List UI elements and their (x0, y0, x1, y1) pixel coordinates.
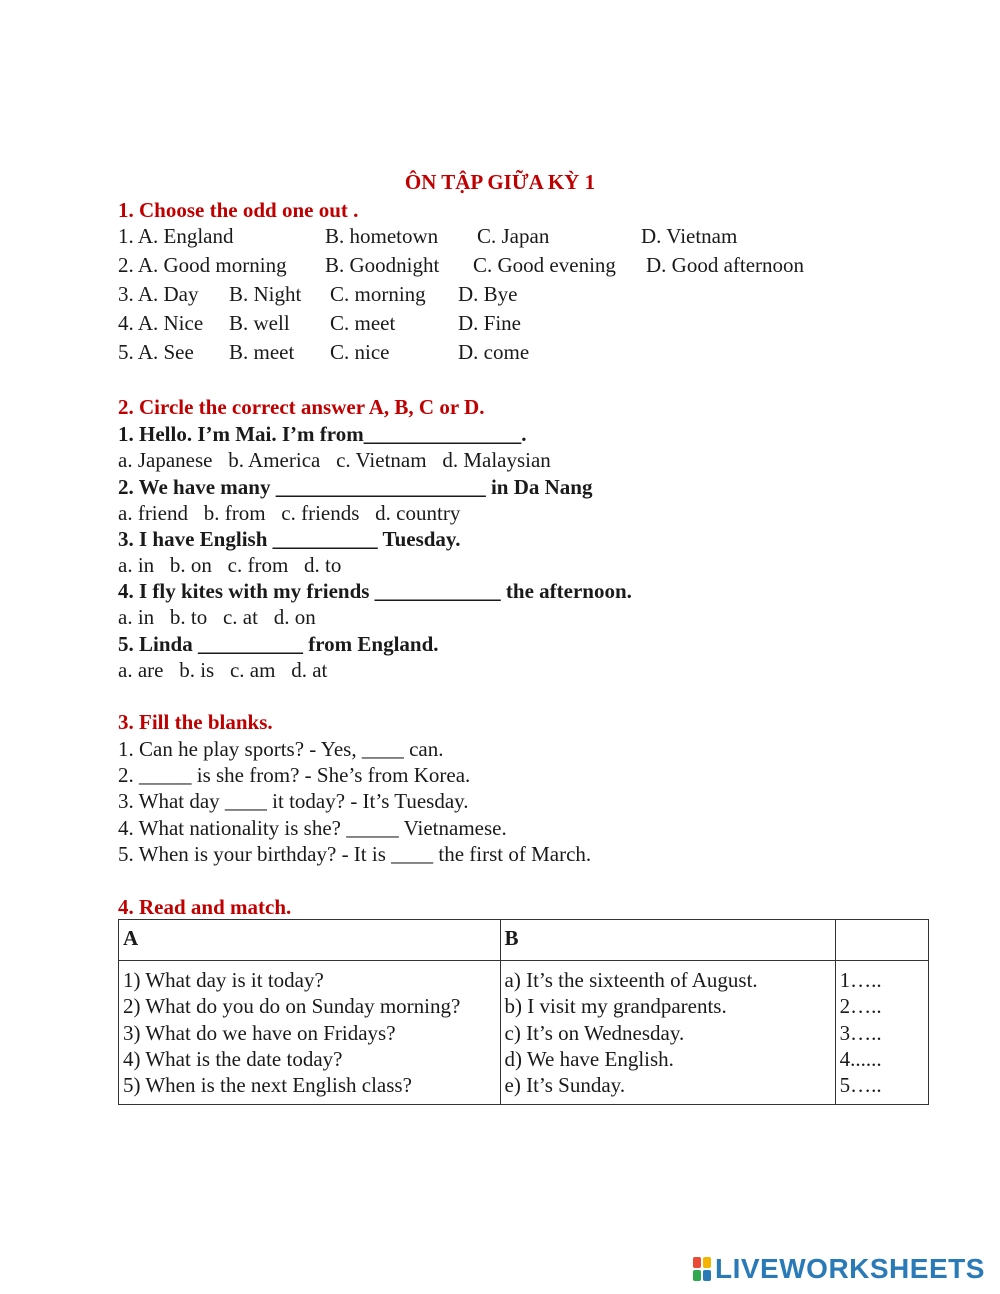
question-item: 4) What is the date today? (123, 1046, 343, 1071)
liveworksheets-logo-icon (692, 1256, 712, 1282)
question-text: 5. Linda __________ from England. (118, 632, 439, 656)
answer-blank[interactable]: 2….. (839, 994, 882, 1019)
answer-options: a. friend b. from c. friends d. country (118, 501, 461, 525)
option-a: 5. A. See (118, 340, 194, 364)
logo-square-icon (703, 1257, 711, 1268)
page-title: ÔN TẬP GIỮA KỲ 1 (404, 170, 596, 194)
column-b (500, 961, 835, 1105)
section3-heading: 3. Fill the blanks. (118, 710, 273, 734)
fill-blank-item: 2. _____ is she from? - She’s from Korea. (118, 763, 471, 787)
response-item: e) It’s Sunday. (504, 1073, 626, 1098)
column-answer-header (835, 920, 928, 961)
odd-one-question (118, 282, 878, 306)
column-a (119, 961, 501, 1105)
odd-one-question (118, 340, 878, 364)
question-item: 2) What do you do on Sunday morning? (123, 994, 461, 1019)
question-text: 2. We have many ____________________ in Da Nang (118, 475, 593, 499)
liveworksheets-logo (692, 1253, 985, 1285)
option-d: D. come (458, 340, 530, 364)
answer-options: a. in b. on c. from d. to (118, 553, 342, 577)
section2-heading: 2. Circle the correct answer A, B, C or D. (118, 395, 485, 419)
option-b: B. Goodnight (325, 253, 440, 277)
odd-one-question (118, 253, 878, 277)
fill-blank-item: 1. Can he play sports? - Yes, ____ can. (118, 737, 444, 761)
match-table (118, 919, 929, 1105)
section1-heading: 1. Choose the odd one out . (118, 198, 359, 222)
logo-square-icon (703, 1270, 711, 1281)
question-item: 3) What do we have on Fridays? (123, 1020, 396, 1045)
option-a: 4. A. Nice (118, 311, 204, 335)
column-answers (835, 961, 928, 1105)
answer-blank[interactable]: 3….. (839, 1020, 882, 1045)
option-d: D. Fine (458, 311, 521, 335)
answer-options: a. Japanese b. America c. Vietnam d. Malaysian (118, 448, 551, 472)
option-d: D. Good afternoon (646, 253, 805, 277)
odd-one-question (118, 311, 878, 335)
logo-square-icon (693, 1270, 701, 1281)
option-b: B. meet (229, 340, 295, 364)
option-c: C. Good evening (473, 253, 616, 277)
option-b: B. hometown (325, 224, 439, 248)
section4-heading: 4. Read and match. (118, 895, 292, 919)
column-a-header: A (119, 920, 501, 961)
response-item: b) I visit my grandparents. (504, 994, 727, 1019)
option-d: D. Vietnam (641, 224, 738, 248)
question-text: 1. Hello. I’m Mai. I’m from_______________. (118, 422, 527, 446)
question-item: 5) When is the next English class? (123, 1073, 412, 1098)
option-a: 3. A. Day (118, 282, 199, 306)
logo-text: LIVEWORKSHEETS (715, 1253, 985, 1284)
fill-blank-item: 5. When is your birthday? - It is ____ the first of March. (118, 842, 592, 866)
option-b: B. Night (229, 282, 302, 306)
fill-blank-item: 4. What nationality is she? _____ Vietnamese. (118, 816, 507, 840)
answer-blank[interactable]: 1….. (839, 968, 882, 992)
question-text: 3. I have English __________ Tuesday. (118, 527, 461, 551)
odd-one-question (118, 224, 878, 248)
fill-blank-item: 3. What day ____ it today? - It’s Tuesday. (118, 789, 469, 813)
question-item: 1) What day is it today? (123, 968, 324, 992)
answer-options: a. in b. to c. at d. on (118, 605, 316, 629)
response-item: c) It’s on Wednesday. (504, 1020, 685, 1045)
response-item: a) It’s the sixteenth of August. (504, 968, 758, 992)
response-item: d) We have English. (504, 1046, 674, 1071)
option-a: 2. A. Good morning (118, 253, 287, 277)
answer-blank[interactable]: 5….. (839, 1073, 882, 1098)
option-b: B. well (229, 311, 290, 335)
option-c: C. morning (330, 282, 426, 306)
match-table-header (119, 920, 929, 961)
match-table-body (119, 961, 929, 1105)
logo-square-icon (693, 1257, 701, 1268)
option-c: C. meet (330, 311, 396, 335)
option-d: D. Bye (458, 282, 518, 306)
option-c: C. Japan (477, 224, 550, 248)
question-text: 4. I fly kites with my friends ____________ the afternoon. (118, 579, 632, 603)
option-a: 1. A. England (118, 224, 234, 248)
answer-blank[interactable]: 4...... (839, 1046, 882, 1071)
option-c: C. nice (330, 340, 390, 364)
answer-options: a. are b. is c. am d. at (118, 658, 328, 682)
column-b-header: B (500, 920, 835, 961)
